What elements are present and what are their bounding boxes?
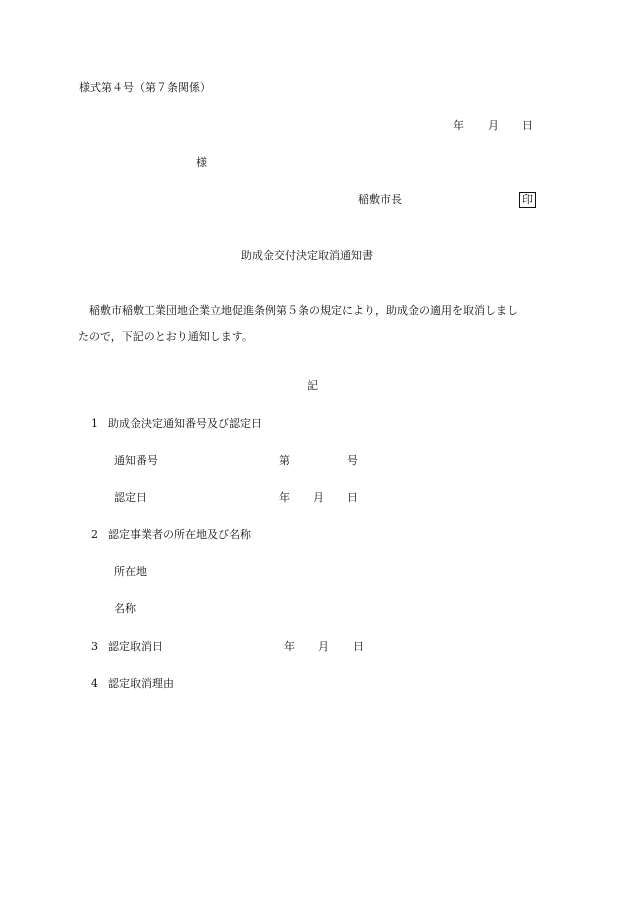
cancel-date-year: 年 bbox=[284, 640, 295, 653]
addressee-suffix: 様 bbox=[196, 156, 207, 169]
cert-date-day: 日 bbox=[347, 491, 358, 504]
cancel-date-day: 日 bbox=[353, 640, 364, 653]
item-4-number: 4 bbox=[91, 677, 98, 690]
item-3-number: 3 bbox=[91, 640, 98, 653]
address-label: 所在地 bbox=[114, 565, 147, 578]
item-1-label: 助成金決定通知番号及び認定日 bbox=[108, 417, 262, 430]
body-line-1: 稲敷市稲敷工業団地企業立地促進条例第５条の規定により，助成金の適用を取消しまし bbox=[89, 304, 518, 317]
company-name-label: 名称 bbox=[114, 602, 136, 615]
ki-heading: 記 bbox=[307, 379, 318, 392]
document-title: 助成金交付決定取消通知書 bbox=[241, 249, 373, 262]
body-paragraph bbox=[78, 300, 558, 348]
item-3-label: 認定取消日 bbox=[108, 640, 163, 653]
item-1-number: 1 bbox=[91, 417, 98, 430]
date-month: 月 bbox=[488, 119, 499, 132]
seal-box: 印 bbox=[519, 192, 536, 208]
item-4-label: 認定取消理由 bbox=[108, 677, 174, 690]
item-2-label: 認定事業者の所在地及び名称 bbox=[108, 528, 251, 541]
notice-number-go: 号 bbox=[347, 454, 358, 467]
notice-number-dai: 第 bbox=[279, 454, 290, 467]
date-day: 日 bbox=[522, 119, 533, 132]
seal-mark bbox=[519, 192, 536, 208]
cancel-date-month: 月 bbox=[318, 640, 329, 653]
item-2-number: 2 bbox=[91, 528, 98, 541]
body-line-2: たので，下記のとおり通知します。 bbox=[78, 330, 253, 343]
cert-date-label: 認定日 bbox=[114, 491, 147, 504]
cert-date-year: 年 bbox=[279, 491, 290, 504]
date-year: 年 bbox=[453, 119, 464, 132]
cert-date-month: 月 bbox=[313, 491, 324, 504]
notice-number-label: 通知番号 bbox=[114, 454, 158, 467]
form-label: 様式第４号（第７条関係） bbox=[79, 81, 211, 94]
issuer-name: 稲敷市長 bbox=[358, 193, 402, 206]
